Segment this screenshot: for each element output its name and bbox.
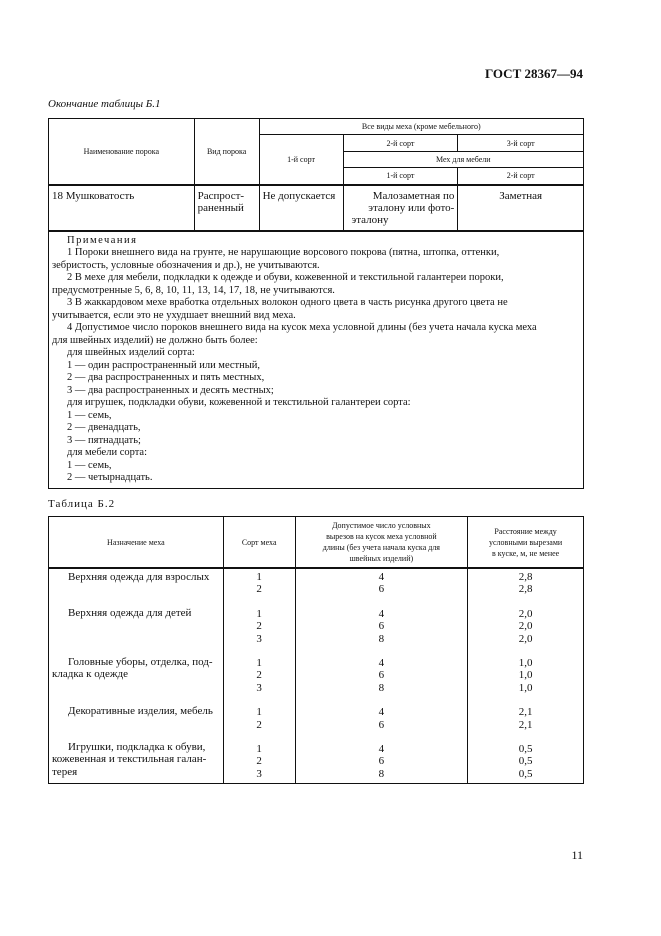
col-header-name: Наименование порока [49,119,195,185]
count-column: 4 6 4 6 8 4 6 8 4 6 4 6 8 [295,568,468,784]
purpose-name-cont: кладка к одежде [52,668,128,681]
col-header-furniture-sort1: 1-й сорт [343,168,458,185]
col-header-sort: Сорт меха [223,517,295,569]
note-sub: для мебели сорта: [67,447,148,458]
col-header-defects: Допустимое число условных вырезов на кусок меха условной длины (без учета начала куска для швейных изделий) [295,517,468,569]
purpose-column [49,568,224,784]
defects-table [48,118,584,489]
note-item: 1 — семь, [67,459,112,471]
notes-title: Примечания [67,234,138,246]
note-item: 2 — четырнадцать. [67,472,153,483]
note-2: 2 В мехе для мебели, подкладки к одежде и обуви, кожевенной и текстильной галантереи пороки, [67,272,504,283]
defect-sort3: Заметная [458,185,584,231]
note-sub: для швейных изделий сорта: [67,347,195,358]
col-header-sort2: 2-й сорт [343,135,458,152]
purpose-name-cont: кожевенная и текстильная галан- [52,753,207,766]
document-code: ГОСТ 28367—94 [484,66,583,81]
table2-caption: Таблица Б.2 [48,498,116,510]
col-header-furniture: Мех для мебели [343,152,584,168]
note-4-cont: для швейных изделий) не должно быть более: [52,334,258,346]
note-sub: для игрушек, подкладки обуви, кожевенной и текстильной галантереи сорта: [67,397,411,408]
cutouts-table [48,516,584,784]
col-header-type: Вид порока [194,119,259,185]
page-number: 11 [571,848,583,862]
purpose-name: Верхняя одежда для взрослых [68,571,210,583]
col-header-purpose: Назначение меха [49,517,224,569]
col-header-furniture-sort2: 2-й сорт [458,168,584,185]
defect-name: 18 Мушковатость [49,185,195,231]
defect-type: Распрост- раненный [194,185,259,231]
purpose-name: Головные уборы, отделка, под- [68,655,213,668]
note-4: 4 Допустимое число пороков внешнего вида на кусок меха условной длины (без учета начала куска меха [67,322,537,333]
col-header-sort1: 1-й сорт [259,135,343,185]
note-1: 1 Пороки внешнего вида на грунте, не нарушающие ворсового покрова (пятна, штопка, оттенки, [67,247,500,258]
note-item: 2 — двенадцать, [67,422,141,433]
purpose-name: Декоративные изделия, мебель [68,704,213,717]
col-header-all: Все виды меха (кроме мебельного) [259,119,583,135]
note-item: 3 — пятнадцать; [67,434,141,446]
purpose-name: Игрушки, подкладка к обуви, [68,741,206,754]
note-2-cont: предусмотренные 5, 6, 8, 10, 11, 13, 14, 17, 18, не учитываются. [52,284,335,296]
sort-column: 1 2 1 2 3 1 2 3 1 2 1 2 3 [223,568,295,784]
purpose-name: Верхняя одежда для детей [68,607,192,620]
note-3-cont: учитывается, если это не ухудшает внешний вид меха. [52,309,296,321]
note-item: 2 — два распространенных и пять местных, [67,372,265,383]
note-1-cont: зебристость, условные обозначения и др.), не учитываются. [52,259,320,271]
note-item: 1 — семь, [67,409,112,421]
notes-block [49,231,584,489]
col-header-sort3: 3-й сорт [458,135,584,152]
note-item: 1 — один распространенный или местный, [67,359,261,371]
table-row [49,185,584,231]
note-3: 3 В жаккардовом мехе вработка отдельных волокон одного цвета в часть рисунка другого цвета не [67,297,508,308]
purpose-name-cont: терея [52,765,78,778]
distance-column: 2,8 2,8 2,0 2,0 2,0 1,0 1,0 1,0 2,1 2,1 0,5 0,5 0,5 [468,568,584,784]
defect-sort1: Не допускается [259,185,343,231]
note-item: 3 — два распространенных и десять местных; [67,384,274,396]
col-header-distance: Расстояние между условными вырезами в куске, м, не менее [468,517,584,569]
defect-sort2: Малозаметная по эталону или фото- эталону [343,185,458,231]
table1-caption: Окончание таблицы Б.1 [48,98,161,110]
